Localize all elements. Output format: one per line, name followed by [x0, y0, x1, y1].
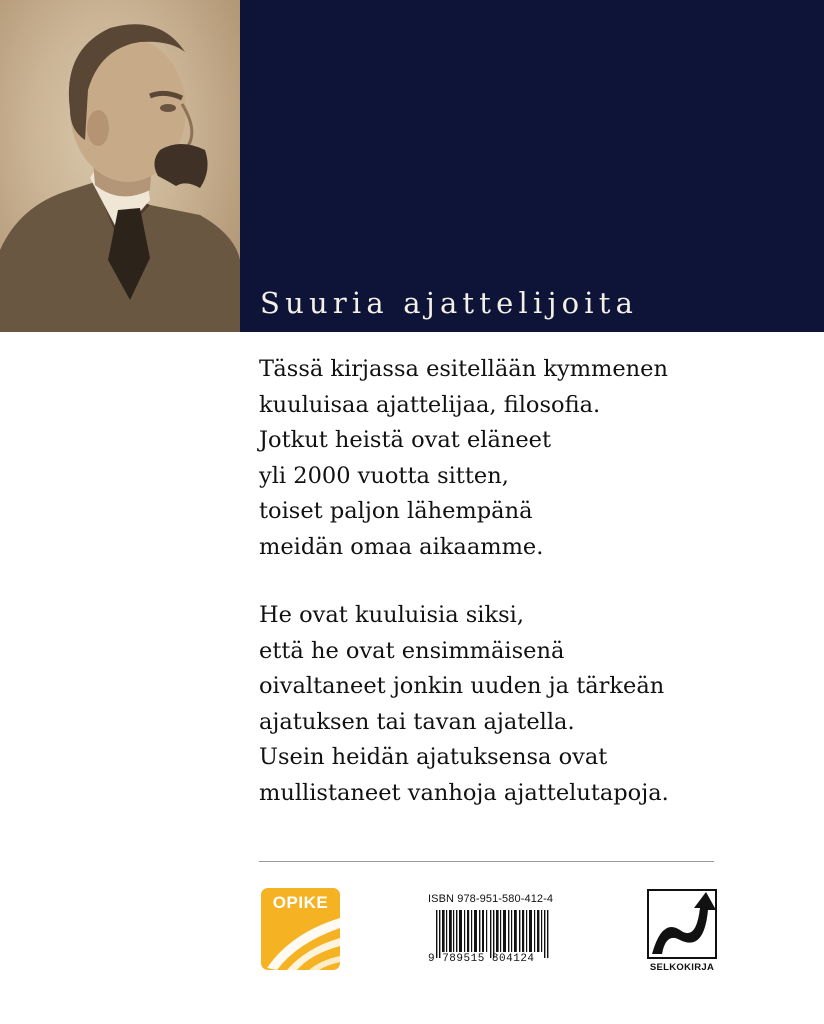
blurb-line: toiset paljon lähempänä — [259, 498, 533, 524]
blurb-line: kuuluisaa ajattelijaa, filosofia. — [259, 391, 601, 418]
blurb-line: Jotkut heistä ovat eläneet — [259, 427, 552, 453]
blurb-line: meidän omaa aikaamme. — [259, 533, 544, 560]
barcode-digits: 9 789515 804124 — [428, 953, 535, 965]
blurb-line: He ovat kuuluisia siksi, — [259, 602, 525, 628]
isbn-block — [428, 893, 563, 965]
blurb-line: mullistaneet vanhoja ajattelutapoja. — [259, 779, 669, 806]
selkokirja-label: SELKOKIRJA — [649, 962, 715, 973]
blurb-line: yli 2000 vuotta sitten, — [259, 462, 509, 489]
selkokirja-arrow-icon — [644, 888, 720, 960]
author-portrait — [0, 0, 240, 332]
blurb-paragraph-2 — [259, 598, 779, 811]
blurb-line: että he ovat ensimmäisenä — [259, 637, 565, 664]
blurb-line: oivaltaneet jonkin uuden ja tärkeän — [259, 673, 665, 699]
isbn-text: ISBN 978-951-580-412-4 — [428, 893, 554, 905]
blurb-line: ajatuksen tai tavan ajatella. — [259, 708, 575, 735]
portrait-illustration — [0, 0, 240, 332]
selkokirja-logo — [644, 888, 720, 976]
divider — [259, 861, 714, 862]
opike-logo — [261, 888, 340, 970]
series-title: Suuria ajattelijoita — [260, 286, 639, 320]
opike-label: OPIKE — [272, 893, 329, 912]
blurb-line: Usein heidän ajatuksensa ovat — [259, 744, 608, 770]
blurb-paragraph-1 — [259, 352, 779, 565]
title-band — [240, 0, 824, 332]
blurb-line: Tässä kirjassa esitellään kymmenen — [259, 356, 668, 382]
